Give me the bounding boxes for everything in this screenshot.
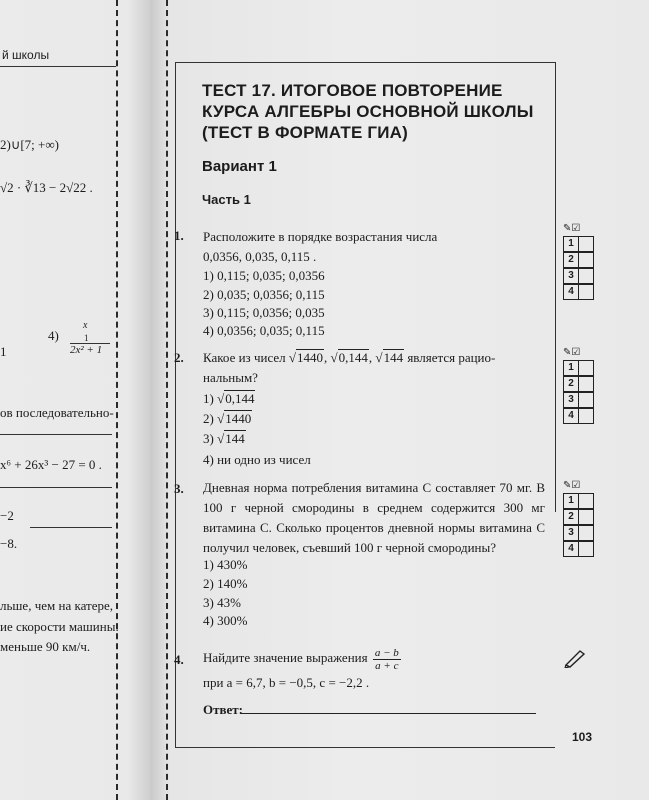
answer-option: 1) 0,115; 0,035; 0,0356 (203, 268, 325, 283)
answer-box-icons: ✎☑ (563, 480, 581, 491)
answer-checkbox[interactable] (579, 360, 594, 376)
answer-option: 3) √144 (203, 431, 245, 446)
answer-input-line[interactable] (241, 713, 536, 714)
answer-option: 3) 0,115; 0,0356; 0,035 (203, 305, 325, 320)
expression-fraction (373, 647, 401, 672)
q2-root: 0,144 (338, 350, 368, 365)
answer-number: 2 (563, 376, 579, 392)
q1-numbers: 0,0356, 0,035, 0,115 . (203, 249, 317, 264)
page-number: 103 (572, 730, 593, 744)
part-heading: Часть 1 (202, 192, 251, 207)
left-fragment: 1 (84, 333, 89, 343)
cut-line (116, 0, 118, 800)
answer-checkbox[interactable] (579, 376, 594, 392)
fraction-denominator: a + c (375, 659, 399, 672)
answer-box-icons: ✎☑ (563, 223, 581, 234)
q4-text: Найдите значение выражения (203, 650, 368, 665)
option-root: 1440 (225, 411, 252, 426)
answer-checkbox[interactable] (579, 525, 594, 541)
frame-border (555, 62, 556, 512)
answer-number: 3 (563, 525, 579, 541)
q2-root: 1440 (297, 350, 324, 365)
question-text: Дневная норма потребления витамина С составляет 70 мг. В 100 г черной смородины в среднем содержится 300 мг витамина С. Сколько процентов дневной нормы витамина С получил человек, съевший 100 г черной смородины? (203, 480, 545, 555)
left-fragment: 2)∪[7; +∞) (0, 137, 59, 152)
answer-checkbox[interactable] (579, 236, 594, 252)
answer-option: 1) √0,144 (203, 391, 255, 406)
cut-line (166, 0, 168, 800)
left-fragment: ие скорости машины. (0, 619, 119, 634)
answer-option: 4) 300% (203, 613, 248, 628)
left-fragment: 2x² + 1 (70, 344, 103, 356)
left-header: й школы (2, 48, 50, 62)
answer-number: 4 (563, 408, 579, 424)
q2-text-b: является рацио- (407, 350, 496, 365)
variant-heading: Вариант 1 (202, 158, 277, 175)
answer-box (563, 479, 597, 557)
left-fragment: льше, чем на катере, (0, 598, 113, 613)
answer-option: 2) √1440 (203, 411, 252, 426)
answer-number: 4 (563, 284, 579, 300)
left-page (0, 0, 150, 800)
answer-checkbox[interactable] (579, 268, 594, 284)
q1-text: Расположите в порядке возрастания числа (203, 229, 438, 244)
option-root: 144 (225, 431, 245, 446)
left-fragment: 1 (0, 344, 7, 359)
answer-number: 1 (563, 360, 579, 376)
fraction-numerator: a − b (374, 646, 399, 659)
answer-option: 4) 0,0356; 0,035; 0,115 (203, 323, 325, 338)
test-title: ТЕСТ 17. ИТОГОВОЕ ПОВТОРЕНИЕ КУРСА АЛГЕБРЫ ОСНОВНОЙ ШКОЛЫ (ТЕСТ В ФОРМАТЕ ГИА) (202, 81, 534, 142)
answer-option (203, 452, 311, 468)
answer-checkbox[interactable] (579, 509, 594, 525)
frame-border (175, 747, 555, 748)
left-header-rule (0, 66, 116, 67)
answer-checkbox[interactable] (579, 284, 594, 300)
answer-number: 3 (563, 392, 579, 408)
answer-number: 2 (563, 252, 579, 268)
answer-option: 2) 140% (203, 576, 248, 591)
left-rule (0, 487, 112, 488)
left-fragment: x⁶ + 26x³ − 27 = 0 . (0, 457, 102, 472)
right-page (150, 0, 649, 800)
q2-root: 144 (383, 350, 404, 365)
frame-border (175, 62, 555, 63)
answer-box-icons: ✎☑ (563, 347, 581, 358)
option-root: 0,144 (225, 391, 255, 406)
left-fragment: −8. (0, 536, 18, 551)
answer-checkbox[interactable] (579, 541, 594, 557)
left-fragment: √2 · ∛13 − 2√22 . (0, 180, 93, 195)
option-label: 3) (203, 431, 214, 446)
left-rule (0, 434, 112, 435)
left-fragment: меньше 90 км/ч. (0, 639, 91, 654)
question-text (203, 644, 403, 672)
answer-number: 1 (563, 236, 579, 252)
answer-checkbox[interactable] (579, 392, 594, 408)
option-text: ни одно из чисел (217, 452, 311, 467)
question-number: 3. (174, 481, 184, 496)
option-label: 1) (203, 391, 214, 406)
left-fragment: −2 (0, 508, 14, 523)
answer-box (563, 346, 597, 424)
question-number: 4. (174, 652, 184, 667)
answer-checkbox[interactable] (579, 252, 594, 268)
frame-border (175, 62, 176, 747)
question-text (203, 227, 545, 267)
left-fragment: 4) (48, 328, 59, 343)
answer-option: 3) 43% (203, 595, 241, 610)
question-given: при a = 6,7, b = −0,5, c = −2,2 . (203, 675, 370, 690)
answer-number: 2 (563, 509, 579, 525)
q2-text-c: нальным? (203, 370, 258, 385)
answer-number: 3 (563, 268, 579, 284)
answer-option: 1) 430% (203, 557, 248, 572)
left-fragment: ов последовательно- (0, 405, 114, 420)
option-label: 4) (203, 452, 214, 467)
answer-box (563, 222, 597, 300)
answer-label: Ответ: (203, 702, 244, 717)
pencil-icon (563, 648, 587, 668)
left-fragment: x (83, 320, 88, 331)
option-label: 2) (203, 411, 214, 426)
answer-option: 2) 0,035; 0,0356; 0,115 (203, 287, 325, 302)
question-number: 1. (174, 228, 184, 243)
answer-checkbox[interactable] (579, 493, 594, 509)
answer-checkbox[interactable] (579, 408, 594, 424)
answer-number: 1 (563, 493, 579, 509)
q2-text-a: Какое из чисел (203, 350, 286, 365)
question-text: Какое из чисел √1440, √0,144, √144 является рацио- нальным? (203, 350, 496, 385)
question-number: 2. (174, 350, 184, 365)
answer-number: 4 (563, 541, 579, 557)
left-rule (30, 527, 112, 528)
